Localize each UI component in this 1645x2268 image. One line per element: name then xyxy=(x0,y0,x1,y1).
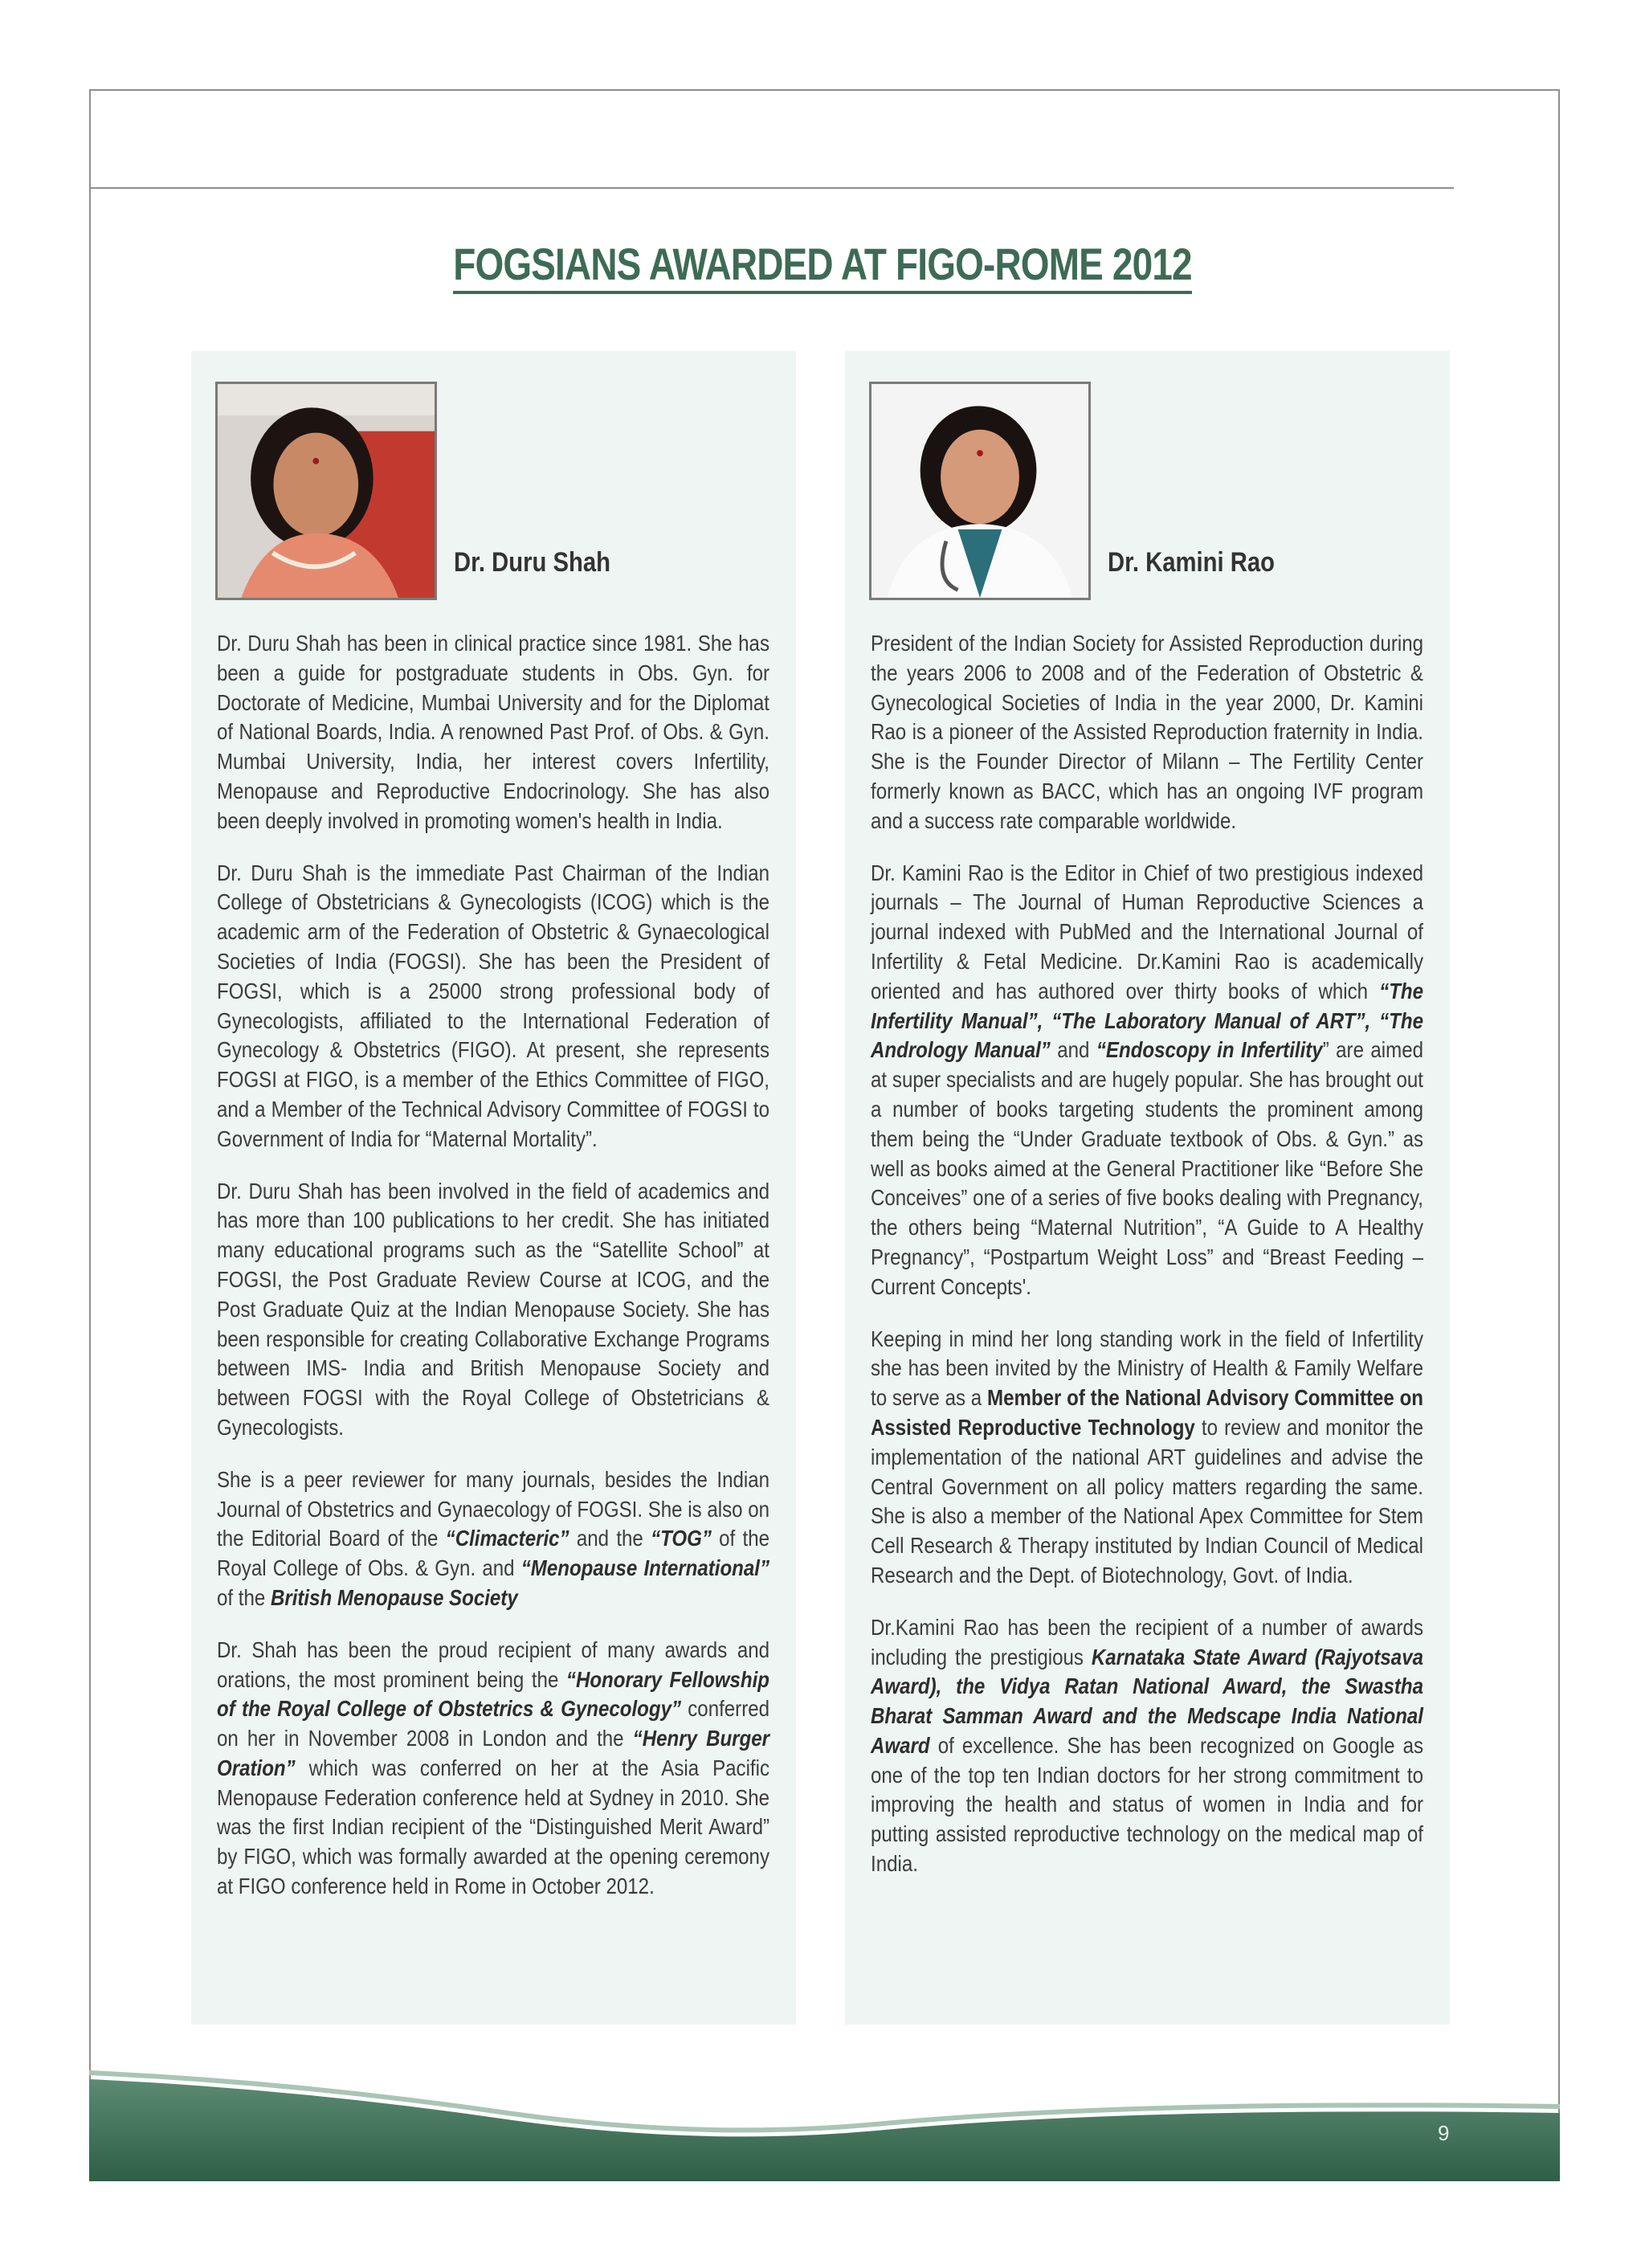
profile-bio xyxy=(217,629,769,1924)
bio-paragraph: Dr. Duru Shah is the immediate Past Chairman of the Indian College of Obstetricians & Gynecologists (ICOG) which is the academic arm of the Federation of Obstetric & Gynaecological Societies of India (FOGSI). She has been the President of FOGSI, which is a 25000 strong professional body of Gynecologists, affiliated to the International Federation of Gynecology & Obstetrics (FIGO). At present, she represents FOGSI at FIGO, is a member of the Ethics Committee of FIGO, and a Member of the Technical Advisory Committee of FOGSI to Government of India for “Maternal Mortality”. xyxy=(217,860,769,1151)
bio-paragraph: Dr. Duru Shah has been in clinical practice since 1981. She has been a guide for postgraduate students in Obs. Gyn. for Doctorate of Medicine, Mumbai University and for the Diplomat of National Boards, India. A renowned Past Prof. of Obs. & Gyn. Mumbai University, India, her interest covers Infertility, Menopause and Reproductive Endocrinology. She has also been deeply involved in promoting women's health in India. xyxy=(217,631,769,833)
bio-paragraph: She is a peer reviewer for many journals, besides the Indian Journal of Obstetrics and Gynaecology of FOGSI. She is also on the Editorial Board of the “Climacteric” and the “TOG” of the Royal College of Obs. & Gyn. and “Menopause International” of the British Menopause Society xyxy=(217,1466,769,1610)
page-title: FOGSIANS AWARDED AT FIGO-ROME 2012 xyxy=(148,238,1496,290)
profile-name: Dr. Kamini Rao xyxy=(1108,547,1275,578)
bio-paragraph: Keeping in mind her long standing work in the field of Infertility she has been invited by the Ministry of Health & Family Welfare to serve as a Member of the National Advisory Committee on Assisted Reproductive Technology to review and monitor the implementation of the national ART guidelines and advise the Central Government on all policy matters regarding the same. She is also a member of the National Apex Committee for Stem Cell Research & Therapy instituted by Indian Council of Medical Research and the Dept. of Biotechnology, Govt. of India. xyxy=(871,1326,1423,1588)
portrait-photo xyxy=(215,382,437,600)
bio-paragraph: Dr.Kamini Rao has been the recipient of a number of awards including the prestigious Karnataka State Award (Rajyotsava Award), the Vidya Ratan National Award, the Swastha Bharat Samman Award and the Medscape India National Award of excellence. She has been recognized on Google as one of the top ten Indian doctors for her strong commitment to improving the health and status of women in India and for putting assisted reproductive technology on the medical map of India. xyxy=(871,1614,1423,1877)
bio-paragraph: Dr. Shah has been the proud recipient of many awards and orations, the most prominent being the “Honorary Fellowship of the Royal College of Obstetrics & Gynecology” conferred on her in November 2008 in London and the “Henry Burger Oration” which was conferred on her at the Asia Pacific Menopause Federation conference held at Sydney in 2010. She was the first Indian recipient of the “Distinguished Merit Award” by FIGO, which was formally awarded at the opening ceremony at FIGO conference held in Rome in October 2012. xyxy=(217,1637,770,1899)
profile-bio xyxy=(871,629,1423,1902)
profile-name: Dr. Duru Shah xyxy=(454,547,610,578)
portrait-photo xyxy=(869,382,1091,600)
profile-duru-shah xyxy=(191,351,796,2025)
bio-paragraph: Dr. Duru Shah has been involved in the field of academics and has more than 100 publications to her credit. She has initiated many educational programs such as the “Satellite School” at FOGSI, the Post Graduate Review Course at ICOG, and the Post Graduate Quiz at the Indian Menopause Society. She has been responsible for creating Collaborative Exchange Programs between IMS- India and British Menopause Society and between FOGSI with the Royal College of Obstetricians & Gynecologists. xyxy=(217,1178,769,1440)
bio-paragraph: President of the Indian Society for Assisted Reproduction during the years 2006 to 2008 and of the Federation of Obstetric & Gynecological Societies of India in the year 2000, Dr. Kamini Rao is a pioneer of the Assisted Reproduction fraternity in India. She is the Founder Director of Milann – The Fertility Center formerly known as BACC, which has an ongoing IVF program and a success rate comparable worldwide. xyxy=(871,631,1423,833)
page-number: 9 xyxy=(1438,2121,1450,2145)
header-rule xyxy=(89,187,1454,189)
footer-wave xyxy=(89,2057,1560,2181)
bio-paragraph: Dr. Kamini Rao is the Editor in Chief of two prestigious indexed journals – The Journal of Human Reproductive Sciences a journal indexed with PubMed and the International Journal of Infertility & Fetal Medicine. Dr.Kamini Rao is academically oriented and has authored over thirty books of which “The Infertility Manual”, “The Laboratory Manual of ART”, “The Andrology Manual” and “Endoscopy in Infertility” are aimed at super specialists and are hugely popular. She has brought out a number of books targeting students the prominent among them being the “Under Graduate textbook of Obs. & Gyn.” as well as books aimed at the General Practitioner like “Before She Conceives” one of a series of five books dealing with Pregnancy, the others being “Maternal Nutrition”, “A Guide to A Healthy Pregnancy”, “Postpartum Weight Loss” and “Breast Feeding – Current Concepts'. xyxy=(871,860,1423,1299)
profile-kamini-rao xyxy=(845,351,1450,2025)
